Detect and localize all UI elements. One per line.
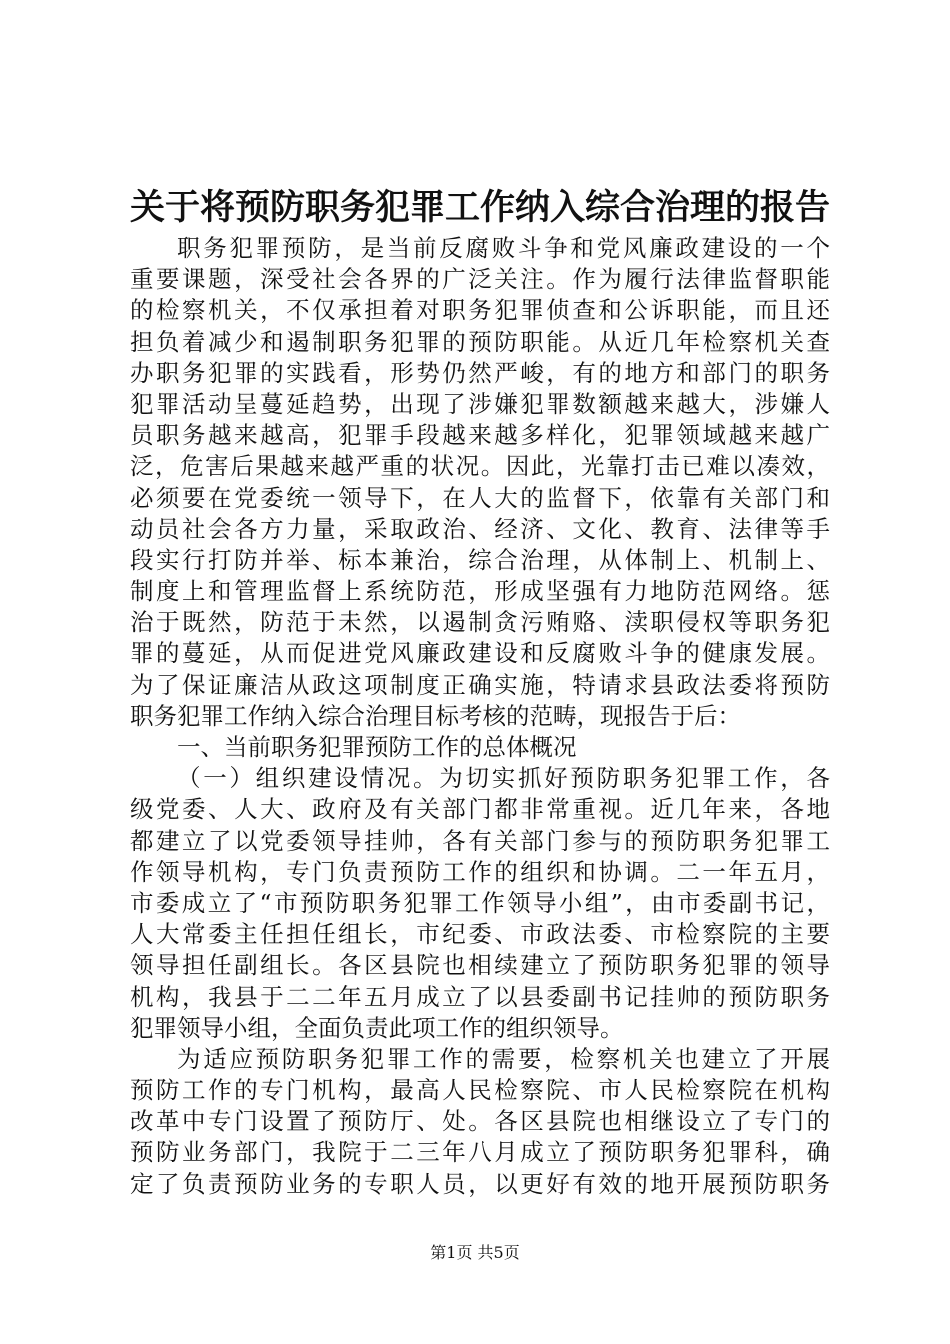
section-heading (130, 732, 830, 763)
text-line: 罪的蔓延，从而促进党风廉政建设和反腐败斗争的健康发展。 (130, 639, 830, 668)
text-line: 为适应预防职务犯罪工作的需要，检察机关也建立了开展 (177, 1044, 830, 1073)
text-line: 改革中专门设置了预防厅、处。各区县院也相继设立了专门的 (130, 1107, 830, 1136)
text-line: 动员社会各方力量，采取政治、经济、文化、教育、法律等手 (130, 514, 830, 543)
text-line: 为了保证廉洁从政这项制度正确实施，特请求县政法委将预防 (130, 670, 830, 699)
paragraph-agencies (130, 1044, 830, 1200)
text-line: 犯罪活动呈蔓延趋势，出现了涉嫌犯罪数额越来越大，涉嫌人 (130, 389, 830, 418)
text-line: 泛，危害后果越来越严重的状况。因此，光靠打击已难以凑效， (130, 452, 830, 481)
text-line: 员职务越来越高，犯罪手段越来越多样化，犯罪领域越来越广 (130, 421, 830, 450)
text-line: 预防业务部门，我院于二三年八月成立了预防职务犯罪科，确 (130, 1138, 830, 1167)
document-body (130, 233, 830, 1200)
text-line: 机构，我县于二二年五月成立了以县委副书记挂帅的预防职务 (130, 982, 830, 1011)
text-line: 都建立了以党委领导挂帅，各有关部门参与的预防职务犯罪工 (130, 826, 830, 855)
text-line: 预防工作的专门机构，最高人民检察院、市人民检察院在机构 (130, 1076, 830, 1105)
text-line: 治于既然，防范于未然，以遏制贪污贿赂、渎职侵权等职务犯 (130, 608, 830, 637)
paragraph-organization (130, 763, 830, 1044)
text-line: 市委成立了“市预防职务犯罪工作领导小组”，由市委副书记， (130, 888, 830, 917)
text-line: 办职务犯罪的实践看，形势仍然严峻，有的地方和部门的职务 (130, 358, 830, 387)
text-line: 担负着减少和遏制职务犯罪的预防职能。从近几年检察机关查 (130, 327, 830, 356)
text-line: 职务犯罪工作纳入综合治理目标考核的范畴，现报告于后： (130, 701, 741, 730)
text-line: 制度上和管理监督上系统防范，形成坚强有力地防范网络。惩 (130, 577, 830, 606)
text-line: 一、当前职务犯罪预防工作的总体概况 (177, 733, 577, 761)
text-line: 段实行打防并举、标本兼治，综合治理，从体制上、机制上、 (130, 545, 830, 574)
text-line: 领导担任副组长。各区县院也相续建立了预防职务犯罪的领导 (130, 951, 830, 980)
paragraph-intro (130, 233, 830, 732)
text-line: 人大常委主任担任组长，市纪委、市政法委、市检察院的主要 (130, 920, 830, 949)
text-line: 犯罪领导小组，全面负责此项工作的组织领导。 (130, 1013, 624, 1042)
text-line: 级党委、人大、政府及有关部门都非常重视。近几年来，各地 (130, 795, 830, 824)
document-title: 关于将预防职务犯罪工作纳入综合治理的报告 (129, 187, 830, 228)
text-line: 作领导机构，专门负责预防工作的组织和协调。二一年五月， (130, 857, 830, 886)
text-line: 重要课题，深受社会各界的广泛关注。作为履行法律监督职能 (130, 265, 830, 294)
text-line: 定了负责预防业务的专职人员，以更好有效的地开展预防职务 (130, 1169, 830, 1198)
text-line: 必须要在党委统一领导下，在人大的监督下，依靠有关部门和 (130, 483, 830, 512)
text-line: 职务犯罪预防，是当前反腐败斗争和党风廉政建设的一个 (177, 234, 830, 262)
text-line: 的检察机关，不仅承担着对职务犯罪侦查和公诉职能，而且还 (130, 296, 830, 325)
text-line: （一）组织建设情况。为切实抓好预防职务犯罪工作，各 (177, 764, 830, 793)
page-footer: 第1页 共5页 (430, 1243, 520, 1262)
